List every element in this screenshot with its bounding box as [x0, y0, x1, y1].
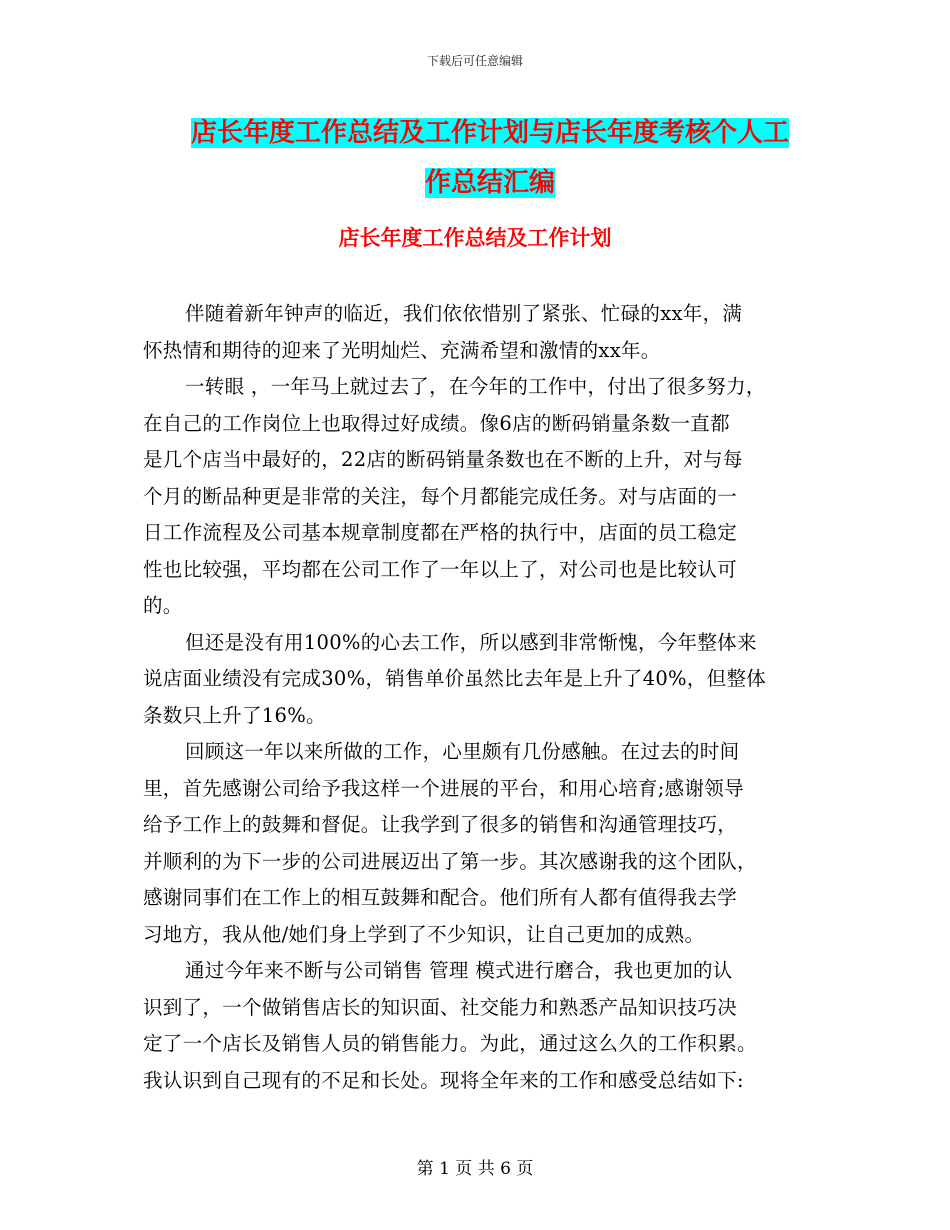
paragraph-line: 回顾这一年以来所做的工作，心里颇有几份感触。在过去的时间 — [185, 740, 740, 763]
paragraph-line: 在自己的工作岗位上也取得过好成绩。像6店的断码销量条数一直都 — [143, 411, 730, 435]
paragraph-line: 定了一个店长及销售人员的销售能力。为此，通过这么久的工作积累。 — [143, 1032, 757, 1055]
paragraph-line: 条数只上升了16%。 — [143, 703, 326, 727]
paragraph-line: 说店面业绩没有完成30%，销售单价虽然比去年是上升了40%，但整体 — [143, 667, 767, 690]
paragraph-line: 通过今年来不断与公司销售 管理 模式进行磨合，我也更加的认 — [185, 959, 733, 982]
body-text — [143, 296, 815, 1099]
paragraph-line: 性也比较强，平均都在公司工作了一年以上了，对公司也是比较认可 — [143, 557, 738, 581]
paragraph-line: 识到了，一个做销售店长的知识面、社交能力和熟悉产品知识技巧决 — [143, 995, 738, 1019]
paragraph-line: 感谢同事们在工作上的相互鼓舞和配合。他们所有人都有值得我去学 — [143, 886, 738, 909]
main-title — [140, 108, 840, 208]
main-title-line-2: 作总结汇编 — [424, 168, 555, 198]
header-note: 下载后可任意编辑 — [426, 54, 523, 68]
paragraph-line: 我认识到自己现有的不足和长处。现将全年来的工作和感受总结如下: — [143, 1068, 744, 1092]
paragraph-line: 是几个店当中最好的，22店的断码销量条数也在不断的上升，对与每 — [143, 448, 743, 471]
paragraph-line: 里，首先感谢公司给予我这样一个进展的平台，和用心培育;感谢领导 — [143, 776, 744, 800]
paragraph-line: 并顺利的为下一步的公司进展迈出了第一步。其次感谢我的这个团队， — [143, 849, 757, 873]
paragraph-line: 怀热情和期待的迎来了光明灿烂、充满希望和激情的xx年。 — [143, 338, 661, 362]
page-footer: 第 1 页 共 6 页 — [416, 1159, 534, 1179]
paragraph-line: 但还是没有用100%的心去工作，所以感到非常惭愧，今年整体来 — [185, 630, 757, 654]
paragraph-line: 一转眼 ，一年马上就过去了，在今年的工作中，付出了很多努力， — [185, 375, 766, 398]
paragraph-line: 习地方，我从他/她们身上学到了不少知识，让自己更加的成熟。 — [143, 922, 705, 946]
paragraph-line: 给予工作上的鼓舞和督促。让我学到了很多的销售和沟通管理技巧， — [143, 813, 738, 836]
paragraph-line: 个月的断品种更是非常的关注，每个月都能完成任务。对与店面的一 — [143, 484, 738, 508]
paragraph-line: 伴随着新年钟声的临近，我们依依惜别了紧张、忙碌的xx年，满 — [185, 302, 743, 325]
paragraph-line: 的。 — [143, 594, 183, 617]
main-title-line-1: 店长年度工作总结及工作计划与店长年度考核个人工 — [190, 118, 789, 148]
section-title: 店长年度工作总结及工作计划 — [338, 226, 612, 250]
paragraph-line: 日工作流程及公司基本规章制度都在严格的执行中，店面的员工稳定 — [143, 521, 738, 544]
